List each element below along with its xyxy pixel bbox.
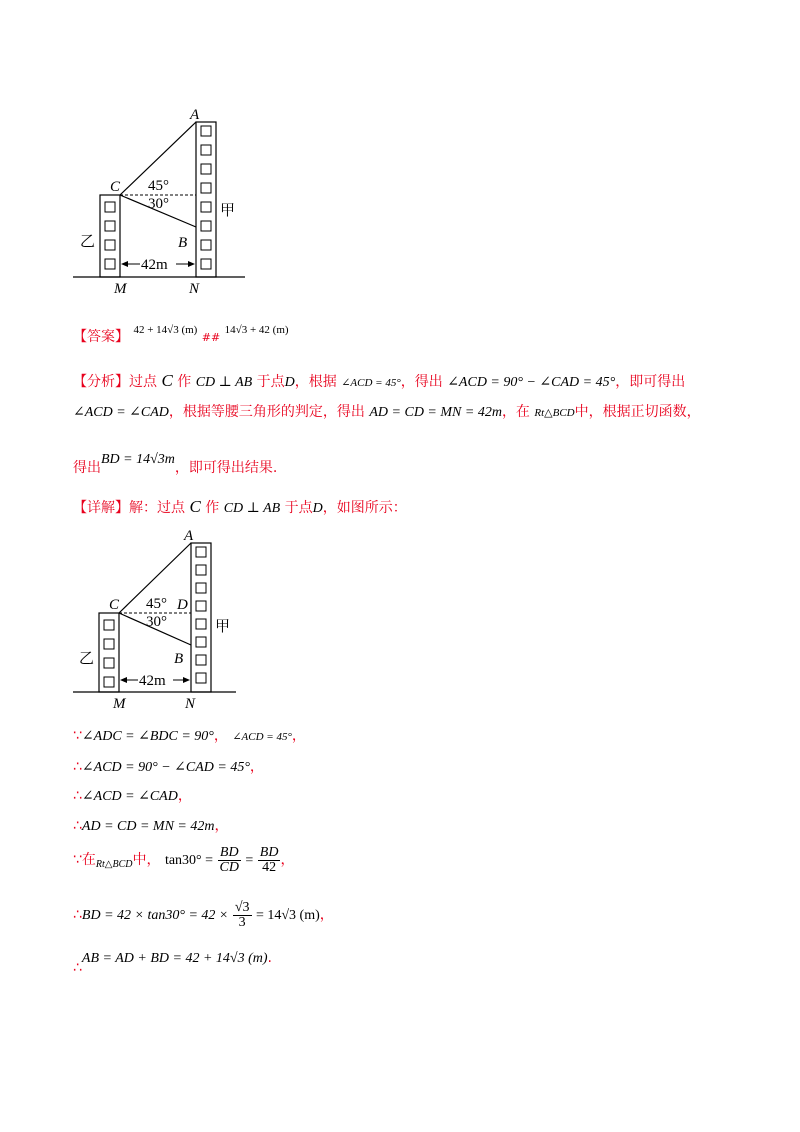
angle-30-2: 30°	[146, 614, 167, 630]
label-n-2: N	[185, 696, 196, 712]
angle-45: 45°	[148, 178, 169, 194]
distance-label-2: 42m	[139, 673, 166, 689]
label-m-2: M	[113, 696, 126, 712]
figure-top	[70, 105, 270, 300]
label-b: B	[178, 235, 188, 251]
label-d-2: D	[177, 597, 188, 613]
detail-intro: 【详解】解：过点 C 作 CD ⊥ AB 于点D，如图所示：	[73, 497, 407, 516]
figure-detail	[70, 527, 270, 712]
answer-separator: ##	[201, 331, 221, 344]
building-yi-label: 乙	[80, 234, 96, 250]
step-6: ∴BD = 42 × tan30° = 42 × $\frac{√3}{3}$ = 14√3 (m)，	[73, 899, 334, 930]
building-jia-label-2: 甲	[215, 619, 231, 635]
step-7: ∴AB = AD + BD = 42 + 14√3 (m).	[73, 950, 272, 976]
label-a-2: A	[184, 528, 194, 544]
step-3: ∴∠ACD = ∠CAD，	[73, 788, 192, 804]
angle-30: 30°	[148, 196, 169, 212]
building-yi-label-2: 乙	[79, 651, 95, 667]
label-c-2: C	[109, 597, 120, 613]
analysis-line-2: ∠ACD = ∠CAD，根据等腰三角形的判定，得出 AD = CD = MN = 42m，在 Rt△BCD中，根据正切函数，	[73, 404, 701, 420]
label-m: M	[114, 281, 127, 297]
detail-tag: 【详解】	[73, 500, 129, 516]
angle-45-2: 45°	[146, 596, 167, 612]
step-1: ∵∠ADC = ∠BDC = 90°， ∠ACD = 45°，	[73, 728, 306, 744]
analysis-line-3: 得出BD = 14√3m，即可得出结果.	[73, 452, 278, 476]
step-2: ∴∠ACD = 90° − ∠CAD = 45°，	[73, 759, 264, 775]
label-b-2: B	[174, 651, 184, 667]
distance-label: 42m	[141, 257, 168, 273]
label-c: C	[110, 179, 121, 195]
label-n: N	[189, 281, 200, 297]
building-jia-label: 甲	[220, 203, 236, 219]
label-a: A	[190, 107, 200, 123]
analysis-line-1: 【分析】过点 C 作 CD ⊥ AB 于点D，根据 ∠ACD = 45°，得出 ∠ACD = 90° − ∠CAD = 45°，即可得出	[73, 371, 686, 390]
answer-expr-2: 14√3 + 42 (m)	[224, 324, 289, 336]
answer-tag: 【答案】	[73, 329, 129, 345]
answer-line	[73, 324, 289, 348]
analysis-tag: 【分析】	[73, 374, 129, 390]
step-5: ∵在$_{Rt\triangle BCD}$中， tan30° = $\frac{BD}{CD}$ = $\frac{BD}{42}$ ，	[73, 844, 295, 875]
answer-expr-1: 42 + 14√3 (m)	[133, 324, 198, 336]
step-4: ∴AD = CD = MN = 42m，	[73, 818, 229, 834]
